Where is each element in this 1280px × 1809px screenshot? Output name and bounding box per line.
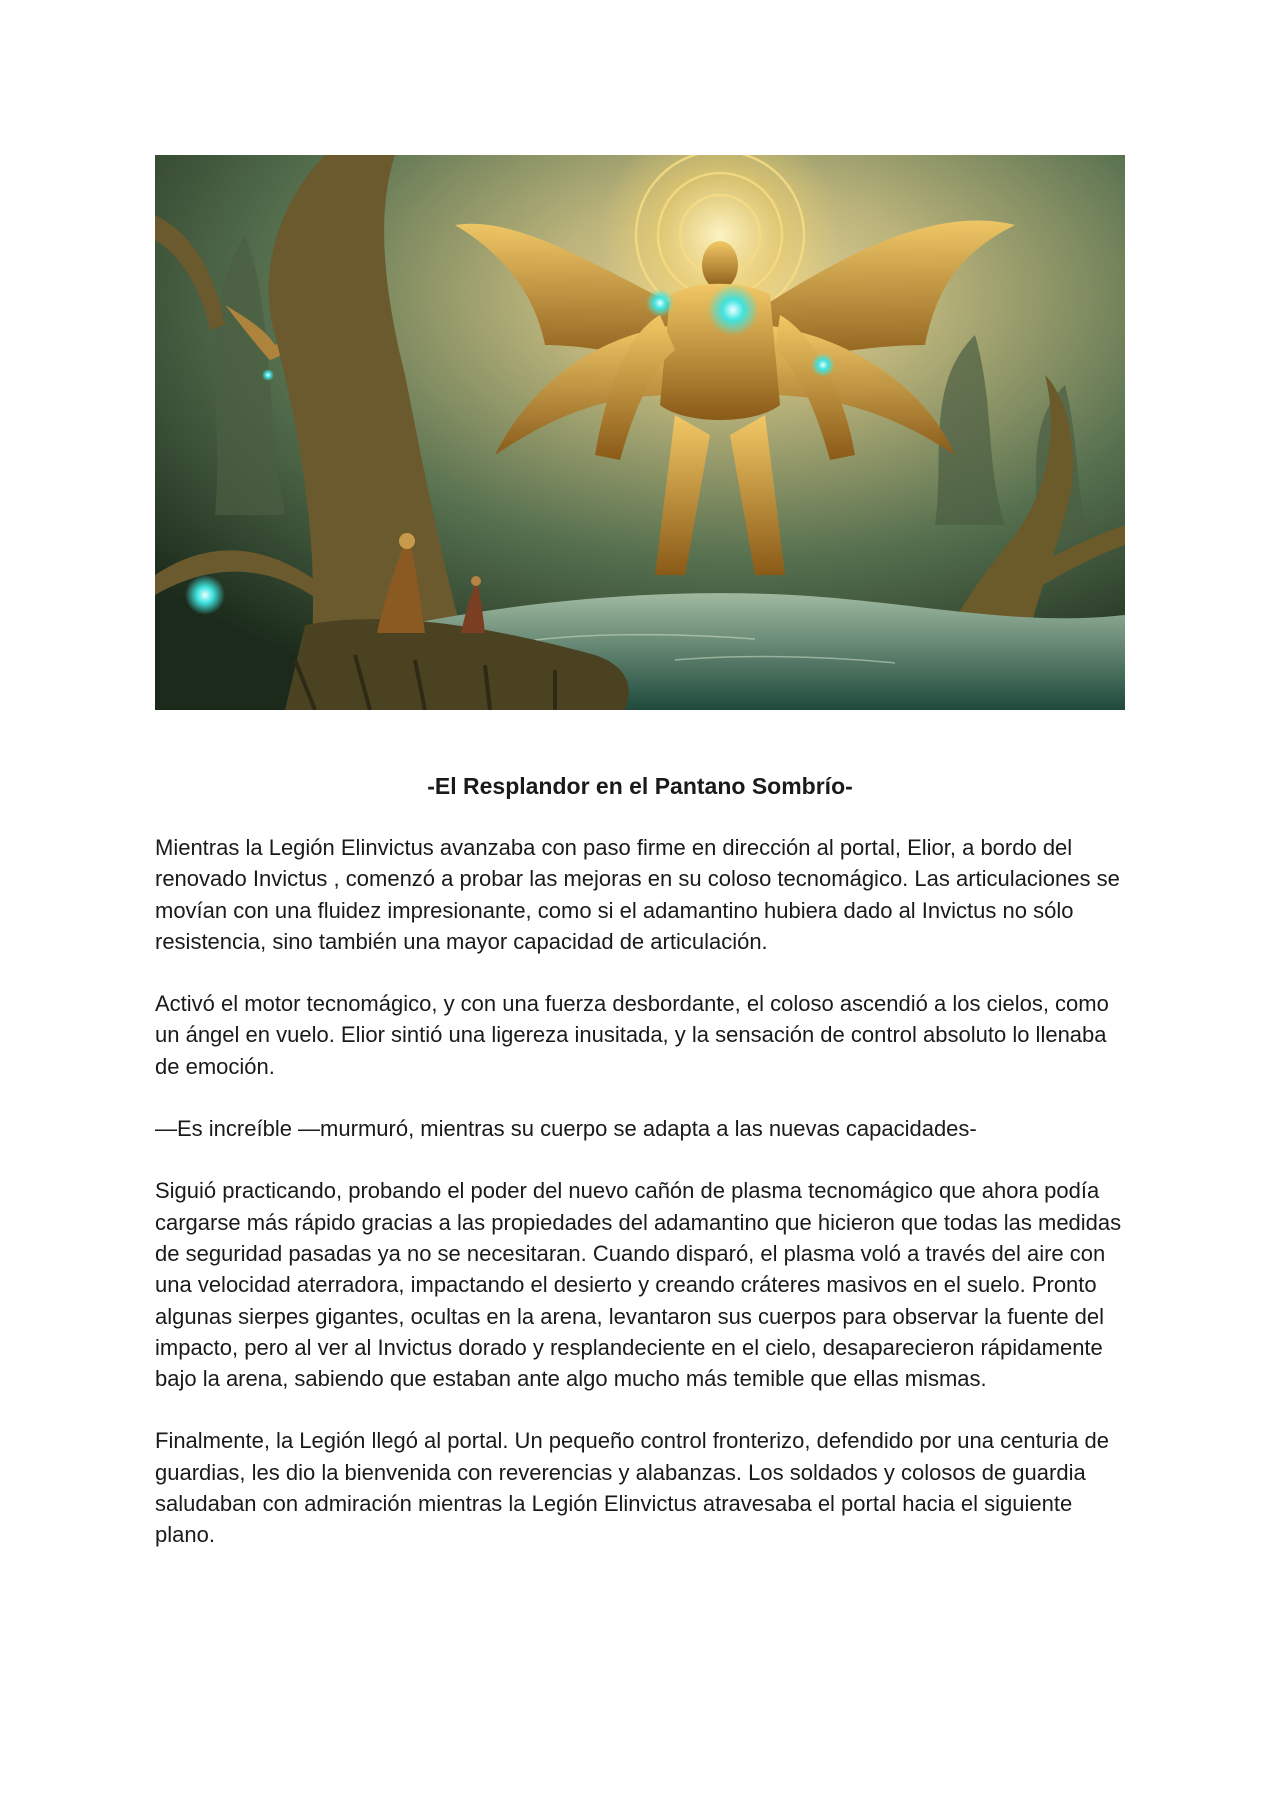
paragraph-2: Activó el motor tecnomágico, y con una fuerza desbordante, el coloso ascendió a los cielos, como un ángel en vuelo. Elior sintió una ligereza inusitada, y la sensación de control absoluto lo llenaba de emoción. <box>155 991 1109 1079</box>
paragraph-3: —Es increíble —murmuró, mientras su cuerpo se adapta a las nuevas capacidades- <box>155 1116 977 1142</box>
paragraph-1: Mientras la Legión Elinvictus avanzaba con paso firme en dirección al portal, Elior, a bordo del renovado Invictus , comenzó a probar las mejoras en su coloso tecnomágico. Las articulaciones se movían con una fluidez impresionante, como si el adamantino hubiera dado al Invictus no sólo resistencia, sino también una mayor capacidad de articulación. <box>155 835 1120 954</box>
paragraph-4: Siguió practicando, probando el poder del nuevo cañón de plasma tecnomágico que ahora podía cargarse más rápido gracias a las propiedades del adamantino que hicieron que todas las medidas de seguridad pasadas ya no se necesitaran. Cuando disparó, el plasma voló a través del aire con una velocidad aterradora, impactando el desierto y creando cráteres masivos en el suelo. Pronto algunas sierpes gigantes, ocultas en la arena, levantaron sus cuerpos para observar la fuente del impacto, pero al ver al Invictus dorado y resplandeciente en el cielo, desaparecieron rápidamente bajo la arena, sabiendo que estaban ante algo mucho más temible que ellas mismas. <box>155 1178 1122 1392</box>
golden-winged-colossus-illustration <box>155 155 1125 710</box>
paragraph-5: Finalmente, la Legión llegó al portal. Un pequeño control fronterizo, defendido por una centuria de guardias, les dio la bienvenida con reverencias y alabanzas. Los soldados y colosos de guardia saludaban con admiración mientras la Legión Elinvictus atravesaba el portal hacia el siguiente plano. <box>155 1428 1109 1548</box>
chapter-text <box>155 770 1125 1582</box>
chapter-title: -El Resplandor en el Pantano Sombrío- <box>427 773 853 799</box>
chapter-illustration <box>155 155 1125 710</box>
